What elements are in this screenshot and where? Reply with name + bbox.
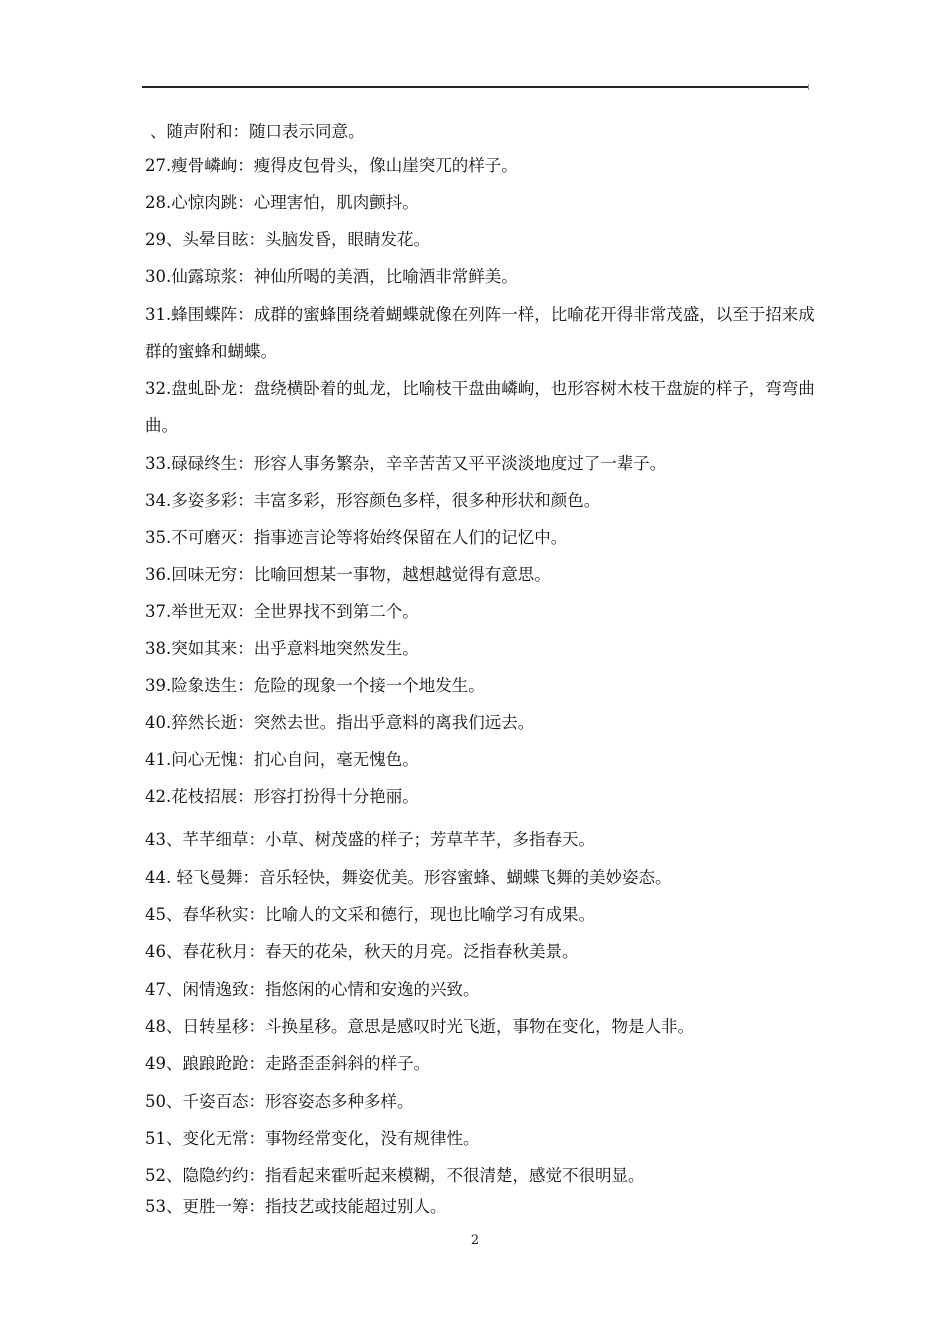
entry-51: 51、变化无常：事物经常变化，没有规律性。 [145, 1129, 480, 1148]
header-rule [142, 86, 808, 88]
entry-50: 50、千姿百态：形容姿态多种多样。 [145, 1092, 414, 1111]
entry-41: 41.问心无愧：扪心自问，毫无愧色。 [145, 750, 419, 769]
entry-37: 37.举世无双：全世界找不到第二个。 [145, 602, 419, 621]
entry-43: 43、芊芊细草：小草、树茂盛的样子；芳草芊芊，多指春天。 [145, 830, 595, 849]
entry-45: 45、春华秋实：比喻人的文采和德行，现也比喻学习有成果。 [145, 905, 595, 924]
entry-38: 38.突如其来：出乎意料地突然发生。 [145, 639, 419, 658]
entry-49: 49、踉踉跄跄：走路歪歪斜斜的样子。 [145, 1054, 430, 1073]
entry-40: 40.猝然长逝：突然去世。指出乎意料的离我们远去。 [145, 713, 535, 732]
entry-44: 44. 轻飞曼舞：音乐轻快，舞姿优美。形容蜜蜂、蝴蝶飞舞的美妙姿态。 [145, 868, 672, 887]
entry-52: 52、隐隐约约：指看起来霍听起来模糊，不很清楚，感觉不很明显。 [145, 1166, 645, 1185]
entry-47: 47、闲情逸致：指悠闲的心情和安逸的兴致。 [145, 980, 480, 999]
entry-35: 35.不可磨灭：指事迹言论等将始终保留在人们的记忆中。 [145, 528, 568, 547]
entry-32: 32.盘虬卧龙：盘绕横卧着的虬龙，比喻枝干盘曲嶙峋，也形容树木枝干盘旋的样子，弯弯曲曲。 [145, 379, 815, 435]
entry-27: 27.瘦骨嶙峋：瘦得皮包骨头，像山崖突兀的样子。 [145, 156, 518, 175]
entry-42: 42.花枝招展：形容打扮得十分艳丽。 [145, 787, 419, 806]
entry-28: 28.心惊肉跳：心理害怕，肌肉颤抖。 [145, 193, 419, 212]
entry-34: 34.多姿多彩：丰富多彩，形容颜色多样，很多种形状和颜色。 [145, 491, 601, 510]
entry-48: 48、日转星移：斗换星移。意思是感叹时光飞逝，事物在变化，物是人非。 [145, 1017, 694, 1036]
entry-46: 46、春花秋月：春天的花朵，秋天的月亮。泛指春秋美景。 [145, 942, 579, 961]
entry-31: 31.蜂围蝶阵：成群的蜜蜂围绕着蝴蝶就像在列阵一样，比喻花开得非常茂盛，以至于招来成群的蜜蜂和蝴蝶。 [145, 305, 815, 361]
entry-53: 53、更胜一筹：指技艺或技能超过别人。 [145, 1197, 447, 1216]
header-tick [808, 84, 809, 90]
entry-36: 36.回味无穷：比喻回想某一事物，越想越觉得有意思。 [145, 565, 551, 584]
entry-26: 、随声附和：随口表示同意。 [150, 122, 365, 141]
entry-39: 39.险象迭生：危险的现象一个接一个地发生。 [145, 676, 485, 695]
entry-30: 30.仙露琼浆：神仙所喝的美酒，比喻酒非常鲜美。 [145, 267, 518, 286]
entry-33: 33.碌碌终生：形容人事务繁杂，辛辛苦苦又平平淡淡地度过了一辈子。 [145, 454, 667, 473]
page-number: 2 [470, 1233, 480, 1248]
entry-29: 29、头晕目眩：头脑发昏，眼睛发花。 [145, 230, 430, 249]
